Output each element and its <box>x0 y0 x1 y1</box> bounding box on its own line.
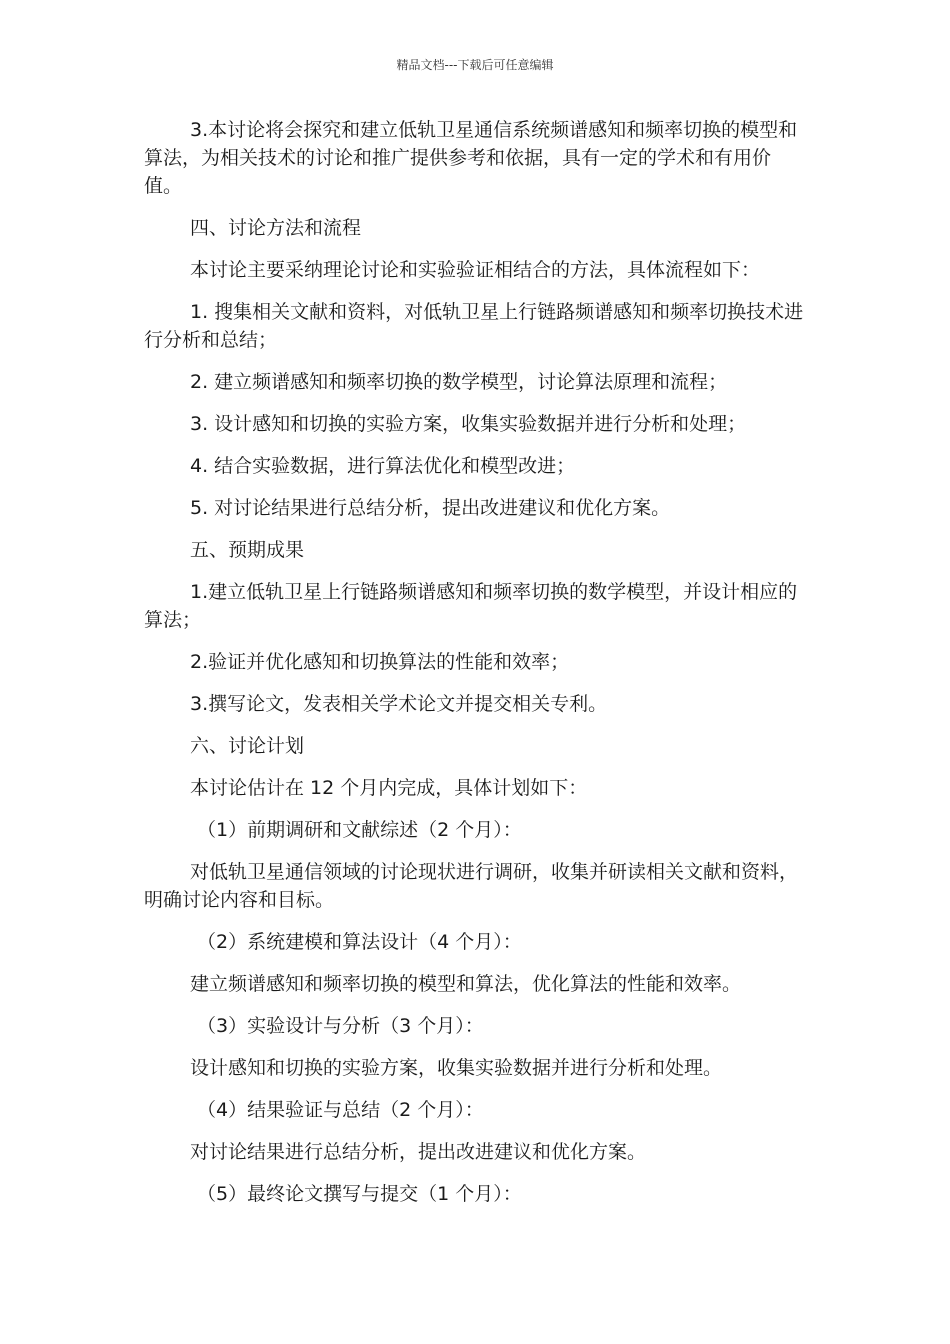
list-item-step-5: 5. 对讨论结果进行总结分析，提出改进建议和优化方案。 <box>190 497 671 519</box>
plan-phase-1-title: （1）前期调研和文献综述（2 个月）： <box>197 819 522 841</box>
list-item-step-4: 4. 结合实验数据，进行算法优化和模型改进； <box>190 455 576 477</box>
section-heading-outcomes: 五、预期成果 <box>190 539 305 561</box>
plan-phase-4-title: （4）结果验证与总结（2 个月）： <box>197 1099 484 1121</box>
document-body <box>144 116 804 1222</box>
list-item-step-2: 2. 建立频谱感知和频率切换的数学模型，讨论算法原理和流程； <box>190 371 728 393</box>
plan-phase-5-title: （5）最终论文撰写与提交（1 个月）： <box>197 1183 522 1205</box>
list-item-outcome-2: 2.验证并优化感知和切换算法的性能和效率； <box>190 651 570 673</box>
plan-phase-3-desc: 设计感知和切换的实验方案，收集实验数据并进行分析和处理。 <box>190 1057 723 1079</box>
page-header: 精品文档---下载后可任意编辑 <box>396 58 554 72</box>
plan-phase-2-title: （2）系统建模和算法设计（4 个月）： <box>197 931 522 953</box>
plan-phase-1-desc: 对低轨卫星通信领域的讨论现状进行调研，收集并研读相关文献和资料，明确讨论内容和目标。 <box>144 861 799 911</box>
list-item-outcome-3: 3.撰写论文，发表相关学术论文并提交相关专利。 <box>190 693 608 715</box>
section-heading-methods: 四、讨论方法和流程 <box>190 217 362 239</box>
plan-phase-3-title: （3）实验设计与分析（3 个月）： <box>197 1015 484 1037</box>
plan-phase-2-desc: 建立频谱感知和频率切换的模型和算法，优化算法的性能和效率。 <box>190 973 742 995</box>
list-item-step-1: 1. 搜集相关文献和资料，对低轨卫星上行链路频谱感知和频率切换技术进行分析和总结； <box>144 301 804 351</box>
paragraph-significance-3: 3.本讨论将会探究和建立低轨卫星通信系统频谱感知和频率切换的模型和算法，为相关技术的讨论和推广提供参考和依据，具有一定的学术和有用价值。 <box>144 119 798 197</box>
paragraph-methods-intro: 本讨论主要采纳理论讨论和实验验证相结合的方法，具体流程如下： <box>190 259 761 281</box>
plan-phase-4-desc: 对讨论结果进行总结分析，提出改进建议和优化方案。 <box>190 1141 647 1163</box>
list-item-outcome-1: 1.建立低轨卫星上行链路频谱感知和频率切换的数学模型，并设计相应的算法； <box>144 581 798 631</box>
paragraph-plan-intro: 本讨论估计在 12 个月内完成，具体计划如下： <box>190 777 588 799</box>
list-item-step-3: 3. 设计感知和切换的实验方案，收集实验数据并进行分析和处理； <box>190 413 747 435</box>
section-heading-plan: 六、讨论计划 <box>190 735 305 757</box>
